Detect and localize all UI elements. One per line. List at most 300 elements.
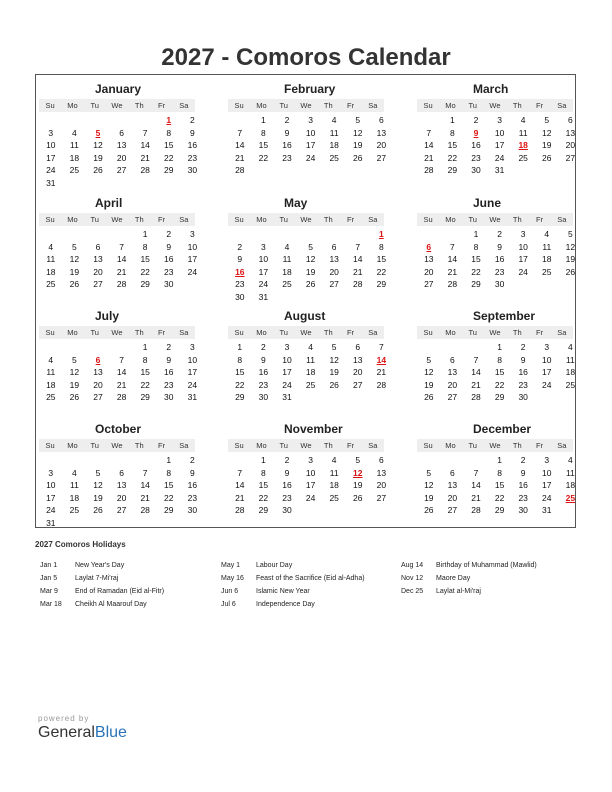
day-cell: 23 — [282, 152, 292, 163]
weekday-header — [417, 213, 573, 226]
day-cell: 31 — [258, 291, 269, 302]
weekday-label: Tu — [90, 101, 99, 110]
day-cell: 13 — [447, 367, 458, 377]
day-cell: 8 — [166, 127, 172, 138]
day-cell: 12 — [424, 367, 434, 377]
holiday-row — [221, 585, 401, 598]
day-cell: 8 — [378, 241, 384, 252]
empty-cell — [417, 114, 441, 127]
weekday-header — [228, 99, 384, 112]
day-cell: 6 — [450, 467, 455, 478]
day-cell: 22 — [164, 152, 174, 163]
holiday-column — [401, 559, 581, 598]
day-cell: 7 — [237, 127, 243, 138]
day-cell: 16 — [187, 140, 198, 150]
holiday-name: Feast of the Sacrifice (Eid al-Adha) — [256, 575, 365, 582]
day-cell: 12 — [69, 367, 80, 377]
day-cell: 28 — [471, 392, 481, 402]
day-cell: 5 — [544, 115, 550, 125]
day-cell: 7 — [473, 467, 479, 478]
day-cell: 4 — [48, 354, 54, 365]
day-cell: 14 — [424, 140, 434, 150]
day-cell: 21 — [116, 379, 127, 390]
weekday-label: We — [111, 101, 123, 110]
weekday-label: Fr — [347, 328, 355, 337]
day-cell: 13 — [353, 354, 363, 365]
holiday-column — [40, 559, 220, 611]
day-cell: 8 — [261, 127, 266, 138]
day-cell: 24 — [282, 379, 292, 390]
day-cell: 23 — [164, 379, 174, 390]
day-cell: 12 — [93, 140, 103, 150]
day-cell: 1 — [237, 342, 243, 352]
day-cell: 30 — [282, 505, 292, 515]
weekday-label: Fr — [158, 101, 166, 110]
weekday-label: Su — [423, 441, 433, 450]
month-march — [417, 81, 576, 177]
weekday-label: Tu — [468, 215, 477, 224]
weekday-label: We — [111, 441, 123, 450]
day-cell: 14 — [235, 140, 245, 150]
day-cell: 12 — [424, 480, 434, 490]
day-cell: 26 — [565, 266, 576, 277]
day-cell: 5 — [355, 115, 361, 125]
day-cell: 19 — [424, 379, 434, 390]
day-cell: 20 — [376, 480, 387, 490]
weekday-header — [39, 439, 195, 452]
day-cell: 9 — [284, 127, 290, 138]
day-grid — [228, 454, 387, 517]
day-cell: 16 — [164, 254, 174, 264]
day-cell: 23 — [164, 266, 174, 277]
day-cell: 18 — [282, 266, 292, 277]
weekday-label: Mo — [256, 328, 267, 337]
holiday-date: Aug 14 — [401, 562, 424, 569]
empty-cell — [464, 454, 488, 467]
day-cell: 6 — [567, 115, 573, 125]
holiday-name: Labour Day — [256, 562, 293, 569]
empty-cell — [252, 228, 276, 241]
day-cell: 8 — [237, 354, 243, 365]
weekday-label: Tu — [279, 441, 288, 450]
month-name: April — [95, 196, 123, 210]
day-cell: 9 — [520, 354, 526, 365]
day-cell: 8 — [473, 241, 479, 252]
day-cell: 29 — [164, 165, 174, 175]
weekday-label: Sa — [368, 441, 378, 450]
day-cell: 2 — [237, 241, 243, 252]
month-april — [39, 195, 198, 291]
weekday-label: We — [489, 328, 501, 337]
weekday-label: Fr — [536, 101, 544, 110]
day-cell: 23 — [471, 152, 481, 163]
holiday-date: Mar 18 — [40, 601, 62, 608]
holiday-column — [221, 559, 401, 611]
day-cell: 14 — [116, 367, 127, 377]
day-cell: 24 — [187, 379, 198, 390]
day-cell: 16 — [494, 254, 505, 264]
day-cell: 8 — [497, 354, 502, 365]
day-cell: 21 — [235, 492, 245, 503]
day-cell: 25 — [542, 266, 552, 277]
weekday-label: Th — [323, 215, 333, 224]
day-cell: 23 — [258, 379, 269, 390]
day-cell: 30 — [471, 165, 481, 175]
day-cell: 27 — [116, 505, 127, 515]
day-cell: 25 — [46, 392, 56, 402]
empty-cell — [63, 454, 87, 467]
weekday-label: Sa — [557, 215, 567, 224]
holiday-row — [40, 572, 220, 585]
day-cell: 17 — [187, 254, 198, 264]
day-cell: 7 — [378, 342, 384, 352]
weekday-header — [39, 99, 195, 112]
day-cell: 2 — [284, 455, 290, 465]
weekday-label: Mo — [67, 101, 78, 110]
weekday-label: We — [300, 328, 312, 337]
weekday-label: Su — [234, 328, 244, 337]
day-cell: 3 — [308, 455, 313, 465]
holiday-row — [221, 559, 401, 572]
day-cell: 19 — [93, 492, 103, 503]
day-cell: 13 — [116, 140, 127, 150]
empty-cell — [346, 228, 370, 241]
day-cell: 8 — [497, 467, 502, 478]
month-name: November — [284, 422, 343, 436]
holiday-date: Jan 1 — [40, 562, 58, 569]
day-cell: 27 — [447, 505, 458, 515]
weekday-header — [228, 213, 384, 226]
day-cell: 25 — [518, 152, 528, 163]
weekday-header — [417, 99, 573, 112]
day-cell: 18 — [305, 367, 316, 377]
weekday-header — [228, 439, 384, 452]
day-cell: 27 — [93, 279, 103, 289]
day-cell: 3 — [308, 115, 313, 125]
day-cell: 10 — [518, 241, 528, 252]
day-cell: 23 — [187, 152, 198, 163]
empty-cell — [417, 454, 441, 467]
day-cell: 2 — [166, 229, 172, 239]
empty-cell — [63, 228, 87, 241]
day-cell: 15 — [235, 367, 245, 377]
day-cell: 7 — [142, 467, 148, 478]
day-cell: 26 — [93, 165, 103, 175]
weekday-label: Su — [45, 441, 55, 450]
day-cell: 20 — [93, 379, 103, 390]
day-cell: 21 — [424, 152, 434, 163]
day-cell: 4 — [567, 342, 573, 352]
empty-cell — [464, 341, 488, 354]
calendar-frame — [35, 74, 576, 528]
day-cell: 15 — [376, 254, 387, 264]
day-cell: 23 — [235, 279, 245, 289]
weekday-label: Tu — [90, 328, 99, 337]
month-june — [417, 195, 576, 291]
weekday-header — [417, 439, 573, 452]
day-cell: 12 — [565, 241, 576, 252]
holiday-name: Islamic New Year — [256, 588, 310, 595]
day-cell: 22 — [494, 379, 505, 390]
day-cell: 26 — [69, 392, 80, 402]
day-cell: 3 — [48, 467, 54, 478]
day-cell: 29 — [447, 165, 458, 175]
day-cell: 4 — [72, 467, 77, 478]
empty-cell — [417, 341, 441, 354]
day-cell: 8 — [261, 467, 266, 478]
day-cell: 31 — [46, 177, 56, 188]
month-name: December — [473, 422, 532, 436]
day-cell: 25 — [282, 279, 292, 289]
day-cell: 30 — [187, 505, 198, 515]
day-cell: 27 — [376, 492, 387, 503]
day-cell: 7 — [119, 241, 124, 252]
month-name: February — [284, 82, 336, 96]
day-cell: 9 — [189, 127, 195, 138]
day-cell: 31 — [282, 392, 292, 402]
day-cell: 10 — [305, 127, 316, 138]
day-cell: 2 — [520, 342, 526, 352]
day-cell: 6 — [355, 342, 361, 352]
weekday-label: Mo — [256, 441, 267, 450]
day-cell: 1 — [497, 342, 502, 352]
day-cell: 13 — [116, 480, 127, 490]
holiday-date: Mar 9 — [40, 588, 58, 595]
weekday-header — [39, 213, 195, 226]
day-cell: 15 — [494, 480, 505, 490]
day-cell: 6 — [331, 241, 337, 252]
weekday-header — [417, 326, 573, 339]
day-cell: 2 — [520, 455, 526, 465]
day-cell: 22 — [164, 492, 174, 503]
day-cell: 8 — [142, 354, 148, 365]
holiday-row — [401, 572, 581, 585]
day-cell: 27 — [376, 152, 387, 163]
day-cell: 30 — [235, 291, 245, 302]
day-cell: 4 — [72, 127, 77, 138]
holidays-title: 2027 Comoros Holidays — [35, 540, 126, 549]
weekday-header — [228, 326, 384, 339]
day-cell: 9 — [237, 254, 243, 264]
day-cell: 18 — [69, 152, 80, 163]
day-cell: 24 — [305, 152, 316, 163]
day-cell: 19 — [69, 266, 80, 277]
day-cell: 13 — [424, 254, 434, 264]
day-cell: 26 — [305, 279, 316, 289]
holiday-date: May 16 — [221, 575, 244, 582]
day-cell: 5 — [355, 455, 361, 465]
day-cell: 29 — [494, 505, 505, 515]
day-cell: 12 — [93, 480, 103, 490]
empty-cell — [228, 454, 252, 467]
day-cell: 29 — [471, 279, 481, 289]
day-cell: 26 — [424, 392, 434, 402]
day-cell: 12 — [305, 254, 316, 264]
day-cell: 16 — [187, 480, 198, 490]
day-cell: 30 — [164, 279, 174, 289]
holiday-day: 9 — [473, 127, 479, 138]
day-cell: 11 — [565, 467, 575, 478]
weekday-label: We — [111, 215, 123, 224]
day-cell: 13 — [376, 467, 387, 478]
day-cell: 22 — [140, 379, 150, 390]
day-cell: 20 — [565, 140, 576, 150]
weekday-label: Sa — [179, 441, 189, 450]
empty-cell — [299, 228, 323, 241]
day-cell: 26 — [353, 492, 363, 503]
holiday-row — [221, 598, 401, 611]
empty-cell — [63, 114, 87, 127]
day-cell: 3 — [189, 342, 195, 352]
day-cell: 27 — [424, 279, 434, 289]
day-cell: 29 — [376, 279, 387, 289]
month-january — [39, 81, 198, 189]
day-cell: 11 — [69, 480, 79, 490]
holiday-day: 5 — [95, 127, 101, 138]
day-cell: 28 — [353, 279, 363, 289]
day-cell: 22 — [447, 152, 458, 163]
day-cell: 7 — [355, 241, 361, 252]
day-cell: 17 — [46, 152, 56, 163]
day-cell: 24 — [187, 266, 198, 277]
day-cell: 23 — [187, 492, 198, 503]
weekday-label: Fr — [536, 328, 544, 337]
weekday-label: Mo — [445, 328, 456, 337]
day-cell: 18 — [565, 480, 576, 490]
weekday-label: Th — [323, 101, 333, 110]
day-cell: 6 — [119, 467, 124, 478]
weekday-label: Tu — [90, 441, 99, 450]
day-cell: 28 — [235, 165, 245, 175]
holiday-date: Dec 25 — [401, 588, 424, 595]
weekday-label: Sa — [557, 328, 567, 337]
generalblue-logo[interactable] — [38, 724, 127, 742]
day-cell: 19 — [353, 480, 363, 490]
day-cell: 21 — [447, 266, 458, 277]
weekday-label: Th — [512, 328, 522, 337]
day-cell: 30 — [494, 279, 505, 289]
day-cell: 28 — [424, 165, 434, 175]
day-cell: 28 — [116, 279, 127, 289]
weekday-label: Th — [512, 101, 522, 110]
month-july — [39, 308, 198, 404]
weekday-label: Su — [45, 328, 55, 337]
day-cell: 19 — [353, 140, 363, 150]
day-cell: 2 — [189, 115, 195, 125]
month-november — [228, 421, 387, 517]
day-cell: 9 — [497, 241, 502, 252]
day-cell: 6 — [378, 115, 384, 125]
day-cell: 26 — [329, 379, 339, 390]
holiday-date: Jul 6 — [221, 601, 236, 608]
day-cell: 5 — [308, 241, 313, 252]
day-cell: 21 — [471, 379, 481, 390]
holiday-date: Nov 12 — [401, 575, 424, 582]
day-cell: 16 — [164, 367, 174, 377]
day-cell: 23 — [494, 266, 505, 277]
day-cell: 8 — [166, 467, 172, 478]
empty-cell — [39, 228, 63, 241]
weekday-label: We — [300, 215, 312, 224]
day-cell: 24 — [542, 379, 552, 390]
day-cell: 1 — [497, 455, 502, 465]
day-cell: 27 — [329, 279, 339, 289]
holiday-row — [40, 585, 220, 598]
day-cell: 9 — [520, 467, 526, 478]
weekday-label: Th — [134, 328, 144, 337]
empty-cell — [322, 228, 346, 241]
weekday-label: Fr — [347, 215, 355, 224]
holiday-row — [401, 585, 581, 598]
day-cell: 2 — [261, 342, 266, 352]
day-grid — [39, 114, 198, 189]
day-cell: 28 — [471, 505, 481, 515]
day-cell: 18 — [69, 492, 80, 503]
weekday-label: Tu — [468, 101, 477, 110]
day-cell: 19 — [542, 140, 552, 150]
holiday-day: 6 — [426, 241, 432, 252]
empty-cell — [441, 228, 465, 241]
weekday-label: Tu — [279, 215, 288, 224]
month-name: October — [95, 422, 142, 436]
holiday-day: 1 — [166, 115, 172, 125]
weekday-label: Fr — [158, 215, 166, 224]
day-cell: 16 — [258, 367, 269, 377]
day-cell: 11 — [518, 127, 528, 138]
day-cell: 27 — [447, 392, 458, 402]
holiday-day: 1 — [378, 229, 384, 239]
day-cell: 14 — [471, 480, 481, 490]
empty-cell — [86, 454, 110, 467]
month-name: June — [473, 196, 502, 210]
weekday-label: Su — [234, 101, 244, 110]
day-cell: 7 — [237, 467, 243, 478]
day-cell: 3 — [497, 115, 502, 125]
day-cell: 14 — [140, 140, 150, 150]
empty-cell — [275, 228, 299, 241]
day-cell: 18 — [542, 254, 552, 264]
weekday-label: Tu — [90, 215, 99, 224]
day-cell: 21 — [116, 266, 127, 277]
month-december — [417, 421, 576, 517]
day-cell: 29 — [494, 392, 505, 402]
empty-cell — [133, 454, 157, 467]
weekday-label: Mo — [256, 101, 267, 110]
day-cell: 13 — [376, 127, 387, 138]
day-cell: 19 — [93, 152, 103, 163]
weekday-label: Tu — [468, 441, 477, 450]
day-cell: 15 — [471, 254, 481, 264]
empty-cell — [39, 341, 63, 354]
day-cell: 25 — [329, 492, 339, 503]
day-cell: 10 — [258, 254, 269, 264]
weekday-label: Mo — [445, 215, 456, 224]
empty-cell — [63, 341, 87, 354]
empty-cell — [39, 454, 63, 467]
day-cell: 11 — [542, 241, 552, 252]
day-cell: 19 — [305, 266, 316, 277]
day-cell: 1 — [450, 115, 455, 125]
day-cell: 26 — [353, 152, 363, 163]
weekday-label: Su — [234, 441, 244, 450]
holiday-date: May 1 — [221, 562, 241, 569]
day-cell: 31 — [494, 165, 505, 175]
empty-cell — [133, 114, 157, 127]
day-cell: 11 — [329, 127, 339, 138]
day-cell: 28 — [376, 379, 387, 390]
day-cell: 11 — [329, 467, 339, 478]
weekday-label: Su — [423, 101, 433, 110]
